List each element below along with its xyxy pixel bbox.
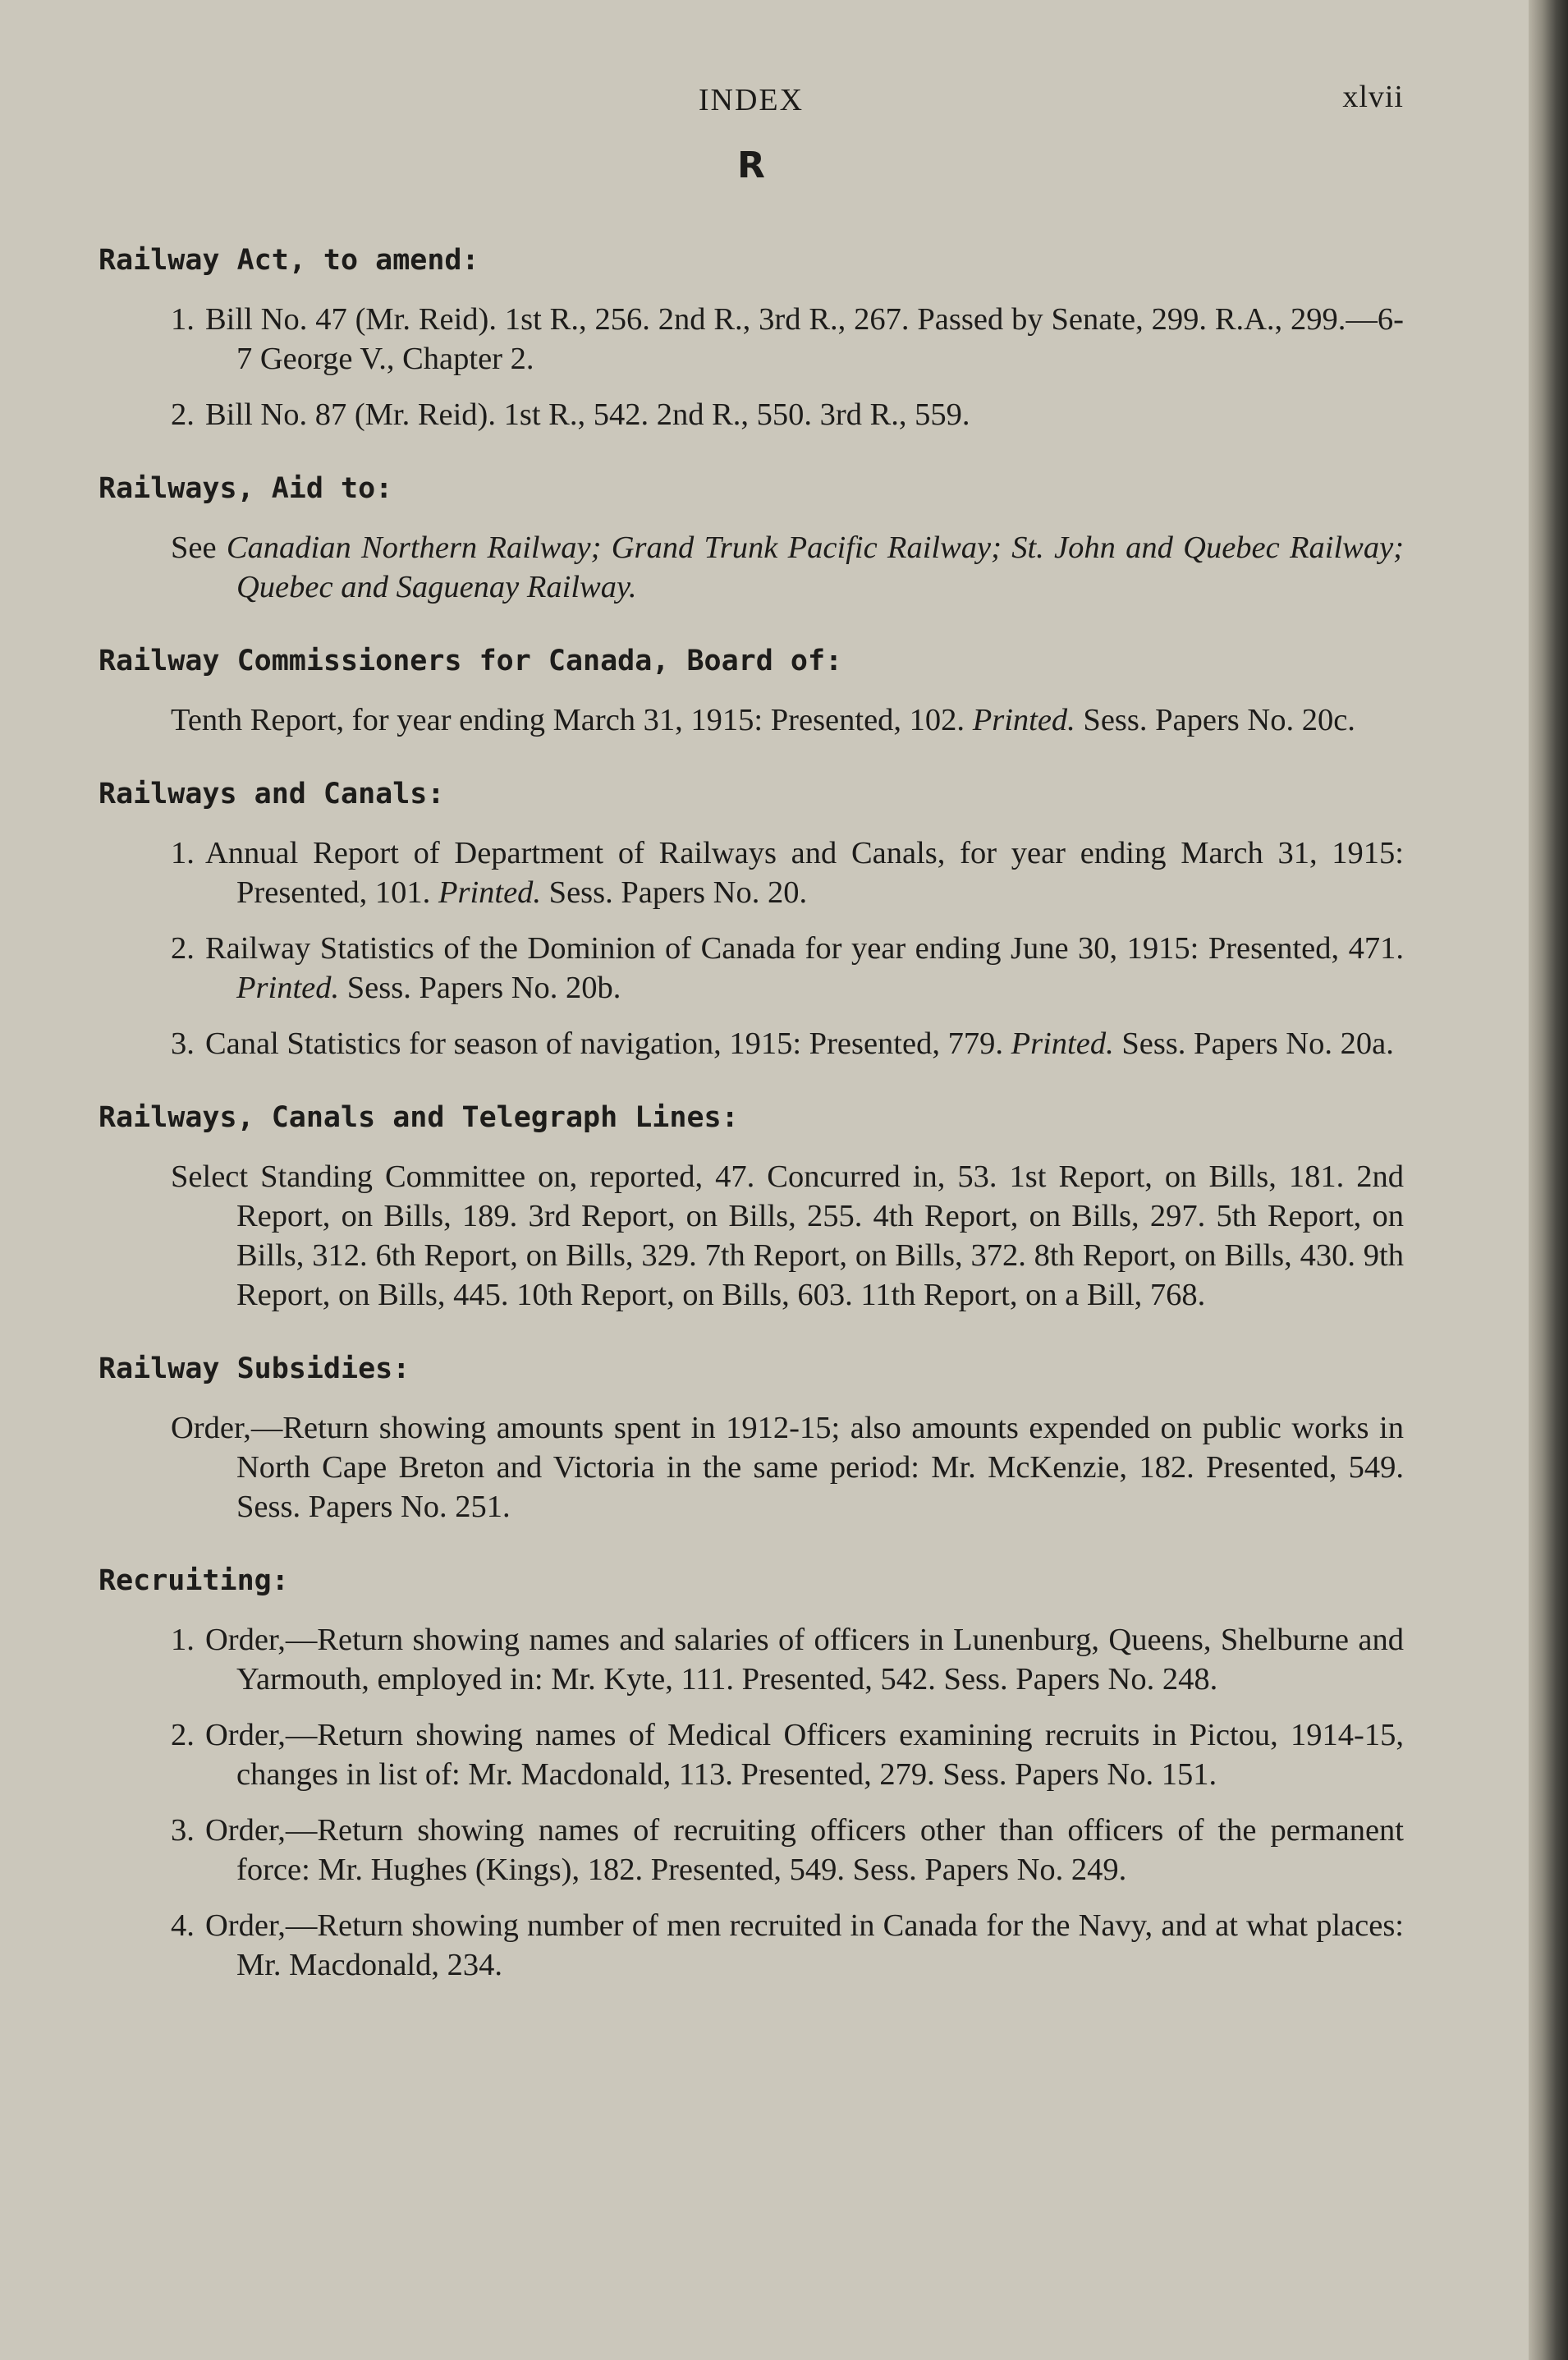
index-entry	[99, 472, 1404, 607]
running-head	[99, 79, 1404, 128]
entry-heading: Railway Act, to amend:	[99, 244, 479, 277]
item-number: 3.	[171, 1813, 195, 1848]
entry-heading: Railways and Canals:	[99, 778, 445, 810]
see-lead: See	[171, 530, 217, 565]
entry-item	[99, 395, 1404, 434]
section-letter: R	[737, 145, 765, 186]
sess-papers-ref: Sess. Papers No. 20c.	[1083, 703, 1355, 737]
entry-item	[99, 1620, 1404, 1699]
item-text: Tenth Report, for year ending March 31, 1915: Presented, 102.	[171, 703, 965, 737]
item-text: Order,—Return showing names of recruiting officers other than officers of the permanent force: Mr. Hughes (Kings), 182. Presented, 549. Sess. Papers No. 249.	[205, 1813, 1404, 1887]
sess-papers-ref: Sess. Papers No. 20a.	[1121, 1026, 1394, 1061]
item-text: Order,—Return showing names of Medical Officers examining recruits in Pictou, 1914-15, changes in list of: Mr. Macdonald, 113. Presented, 279. Sess. Papers No. 151.	[205, 1718, 1404, 1792]
item-text: Select Standing Committee on, reported, 47. Concurred in, 53. 1st Report, on Bills, 181. 2nd Report, on Bills, 189. 3rd Report, on Bills, 255. 4th Report, on Bills, 297. 5th Report, on Bills, 312. 6th Report, on Bills, 329. 7th Report, on Bills, 372. 8th Report, on Bills, 430. 9th Report, on Bills, 445. 10th Report, on Bills, 603. 11th Report, on a Bill, 768.	[171, 1159, 1404, 1312]
item-text: Annual Report of Department of Railways and Canals, for year ending March 31, 1915: Presented, 101.	[205, 836, 1404, 910]
item-text: Bill No. 87 (Mr. Reid). 1st R., 542. 2nd R., 550. 3rd R., 559.	[205, 397, 970, 432]
entry-heading: Recruiting:	[99, 1564, 289, 1597]
item-text: Railway Statistics of the Dominion of Canada for year ending June 30, 1915: Presented, 471.	[205, 931, 1404, 966]
entry-heading: Railway Commissioners for Canada, Board of:	[99, 645, 843, 677]
index-entry	[99, 1352, 1404, 1527]
page-number: xlvii	[1342, 80, 1404, 114]
printed-mark: Printed.	[438, 875, 542, 910]
index-entry	[99, 778, 1404, 1063]
entry-item	[99, 700, 1404, 740]
entry-heading: Railway Subsidies:	[99, 1352, 410, 1385]
item-text: Canal Statistics for season of navigation, 1915: Presented, 779.	[205, 1026, 1003, 1061]
index-entry	[99, 244, 1404, 434]
printed-mark: Printed.	[1011, 1026, 1114, 1061]
item-number: 1.	[171, 1623, 195, 1657]
entry-item	[99, 1811, 1404, 1889]
entry-heading: Railways, Aid to:	[99, 472, 393, 505]
index-entry	[99, 1101, 1404, 1315]
entry-item	[99, 1024, 1404, 1063]
printed-mark: Printed.	[972, 703, 1075, 737]
entry-item	[99, 300, 1404, 379]
page-content	[99, 79, 1404, 2023]
index-entry	[99, 645, 1404, 740]
entry-item	[99, 1715, 1404, 1794]
item-number: 1.	[171, 302, 195, 337]
item-number: 2.	[171, 1718, 195, 1752]
item-text: Bill No. 47 (Mr. Reid). 1st R., 256. 2nd R., 3rd R., 267. Passed by Senate, 299. R.A., 299.—6-7 George V., Chapter 2.	[205, 302, 1404, 376]
item-number: 2.	[171, 397, 195, 432]
entry-item	[99, 528, 1404, 607]
item-number: 2.	[171, 931, 195, 966]
sess-papers-ref: Sess. Papers No. 20.	[548, 875, 808, 910]
entry-item	[99, 1157, 1404, 1315]
see-references: Canadian Northern Railway; Grand Trunk Pacific Railway; St. John and Quebec Railway; Quebec and Saguenay Railway.	[226, 530, 1404, 604]
printed-mark: Printed.	[236, 971, 340, 1005]
sess-papers-ref: Sess. Papers No. 20b.	[346, 971, 621, 1005]
item-number: 3.	[171, 1026, 195, 1061]
entry-item	[99, 833, 1404, 912]
entry-item	[99, 1906, 1404, 1985]
running-head-title: INDEX	[698, 83, 805, 117]
entry-heading: Railways, Canals and Telegraph Lines:	[99, 1101, 739, 1134]
index-entry	[99, 1564, 1404, 1985]
item-number: 4.	[171, 1908, 195, 1943]
item-number: 1.	[171, 836, 195, 870]
item-text: Order,—Return showing amounts spent in 1912-15; also amounts expended on public works in North Cape Breton and Victoria in the same period: Mr. McKenzie, 182. Presented, 549. Sess. Papers No. 251.	[171, 1411, 1404, 1524]
entry-item	[99, 1408, 1404, 1527]
item-text: Order,—Return showing names and salaries of officers in Lunenburg, Queens, Shelburne and Yarmouth, employed in: Mr. Kyte, 111. Presented, 542. Sess. Papers No. 248.	[205, 1623, 1404, 1697]
item-text: Order,—Return showing number of men recruited in Canada for the Navy, and at what places: Mr. Macdonald, 234.	[205, 1908, 1404, 1982]
entry-item	[99, 929, 1404, 1008]
book-spine-shadow	[1529, 0, 1568, 2360]
